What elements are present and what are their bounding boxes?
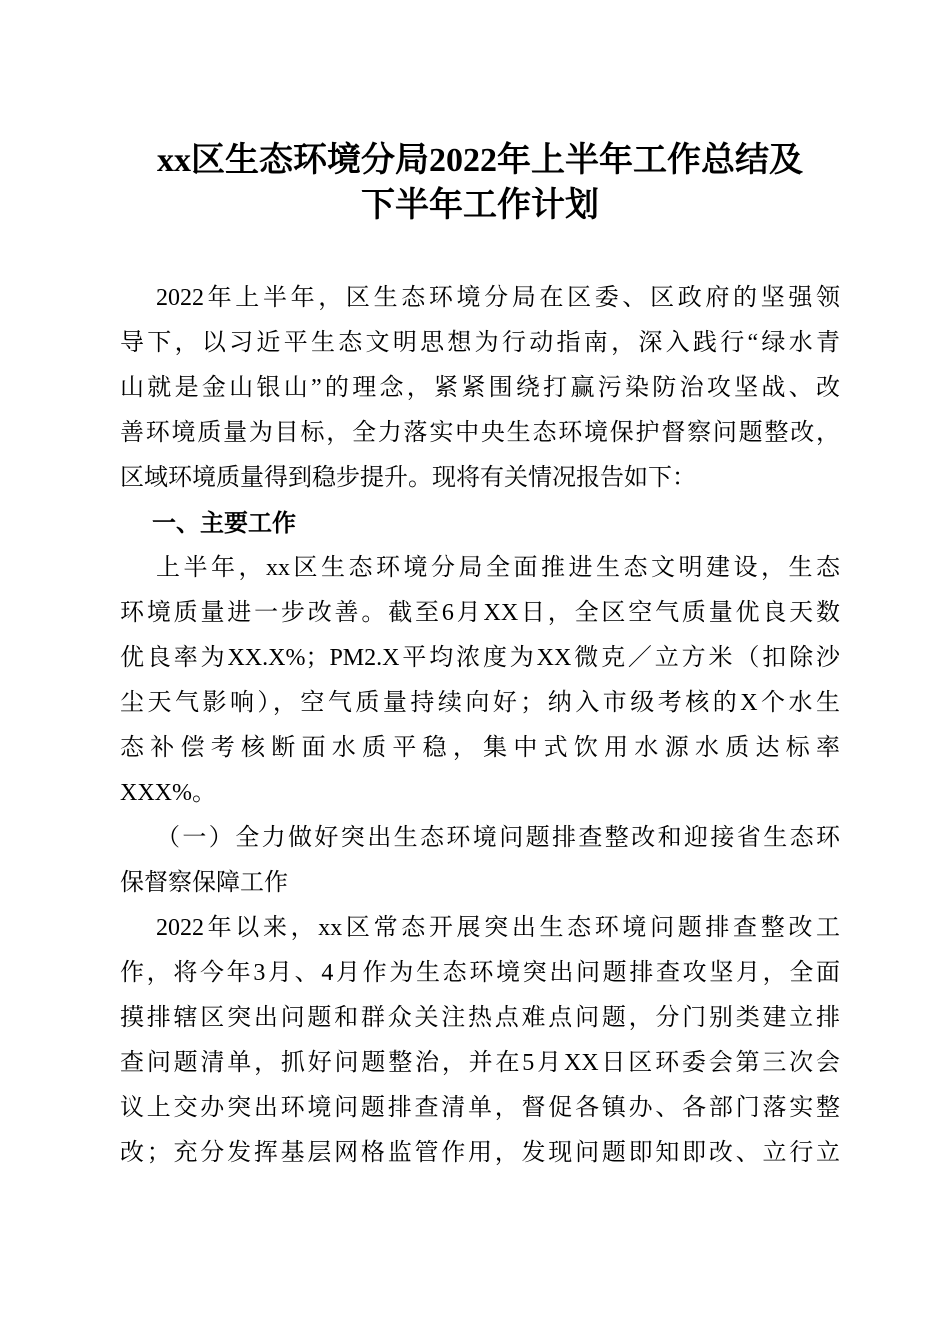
text-line: 摸排辖区突出问题和群众关注热点难点问题，分门别类建立排: [120, 1005, 840, 1031]
text-line: 作，将今年3月、4月作为生态环境突出问题排查攻坚月，全面: [120, 960, 840, 986]
document-page: [120, 138, 840, 1176]
text-line: XXX%。: [120, 780, 216, 806]
text-line: 议上交办突出环境问题排查清单，督促各镇办、各部门落实整: [120, 1095, 840, 1121]
document-body: [120, 276, 840, 1176]
text-line: 山就是金山银山”的理念，紧紧围绕打赢污染防治攻坚战、改: [120, 375, 840, 401]
section-heading: 一、主要工作: [152, 509, 296, 537]
text-line: 保督察保障工作: [120, 870, 288, 896]
text-line: 导下，以习近平生态文明思想为行动指南，深入践行“绿水青: [120, 330, 840, 356]
text-line: 优良率为XX.X%；PM2.X平均浓度为XX微克／立方米（扣除沙: [120, 645, 840, 671]
document-title-line-1: xx区生态环境分局2022年上半年工作总结及: [157, 142, 803, 179]
text-line: 上半年，xx区生态环境分局全面推进生态文明建设，生态: [156, 555, 840, 581]
text-line: 态补偿考核断面水质平稳，集中式饮用水源水质达标率: [120, 735, 840, 761]
text-line: 2022年以来，xx区常态开展突出生态环境问题排查整改工: [156, 915, 840, 941]
text-line: 查问题清单，抓好问题整治，并在5月XX日区环委会第三次会: [120, 1050, 840, 1076]
text-line: 改；充分发挥基层网格监管作用，发现问题即知即改、立行立: [120, 1140, 840, 1166]
subsection-heading: （一）全力做好突出生态环境问题排查整改和迎接省生态环: [156, 825, 840, 851]
document-title-line-2: 下半年工作计划: [361, 187, 599, 224]
text-line: 2022年上半年，区生态环境分局在区委、区政府的坚强领: [156, 285, 840, 311]
text-line: 环境质量进一步改善。截至6月XX日，全区空气质量优良天数: [120, 600, 840, 626]
text-line: 善环境质量为目标，全力落实中央生态环境保护督察问题整改，: [120, 420, 840, 446]
title-spacer: [120, 228, 840, 276]
text-line: 尘天气影响），空气质量持续向好；纳入市级考核的X个水生: [120, 690, 840, 716]
text-line: 区域环境质量得到稳步提升。现将有关情况报告如下：: [120, 465, 696, 491]
